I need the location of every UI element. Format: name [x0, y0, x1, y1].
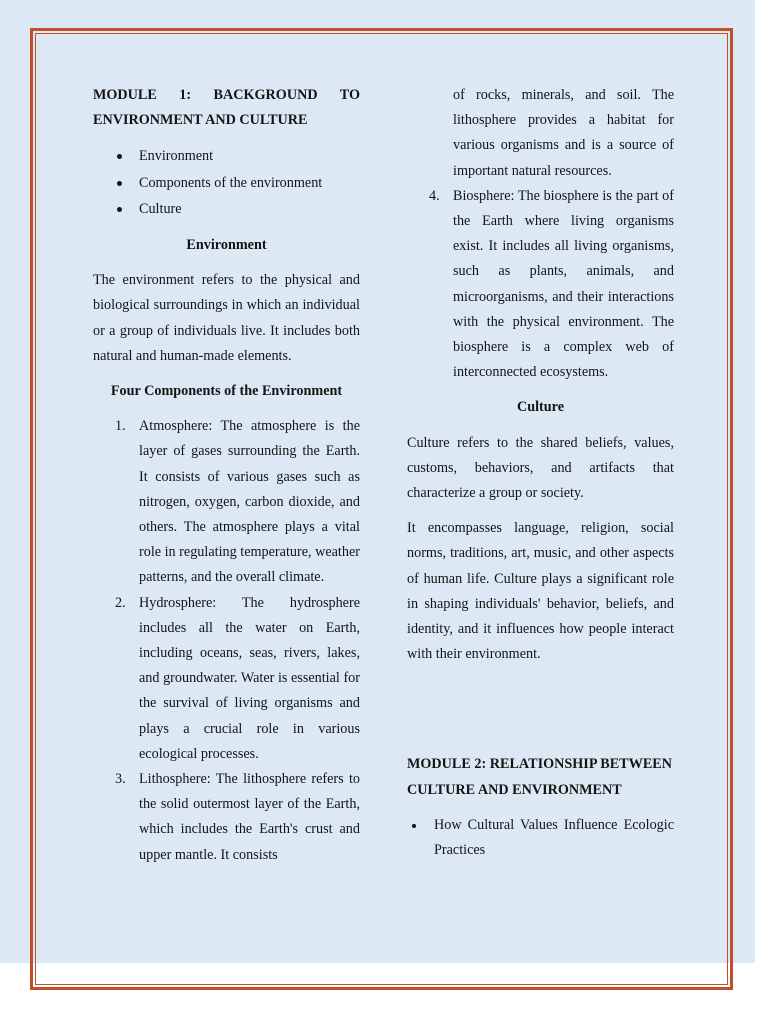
list-text: Lithosphere: The lithosphere refers to the solid outermost layer of the Earth, which includes the Earth's crust and upper mantle. It consists [139, 770, 360, 863]
list-text: How Cultural Values Influence Ecologic Practices [434, 816, 674, 859]
list-item [93, 414, 360, 590]
culture-paragraph-2: It encompasses language, religion, social norms, traditions, art, music, and other aspects of human life. Culture plays a significant role in shaping individuals' behavior, beliefs, and identity, and it influences how people interact with their environment. [407, 520, 674, 663]
module1-title: MODULE 1: BACKGROUND TO ENVIRONMENT AND CULTURE [93, 87, 360, 129]
list-item: Components of the environment [93, 170, 360, 197]
list-number: 2. [115, 594, 126, 611]
environment-heading: Environment [186, 236, 267, 253]
list-number: 4. [429, 187, 440, 204]
right-column [407, 83, 674, 863]
list-item [407, 813, 674, 863]
culture-heading: Culture [516, 399, 565, 416]
components-list [93, 414, 360, 868]
module1-topic-list [93, 143, 360, 223]
list-number: 3. [115, 770, 126, 787]
list-item: Environment [93, 143, 360, 170]
list-item: Culture [93, 196, 360, 223]
module2-title: MODULE 2: RELATIONSHIP BETWEEN CULTURE AND ENVIRONMENT [407, 756, 673, 798]
list-text: Biosphere: The biosphere is the part of the Earth where living organisms exist. It includes all living organisms, such as plants, animals, and microorganisms, and their interactions with the physical environment. The biosphere is a complex web of interconnected ecosystems. [453, 187, 674, 381]
list-number: 1. [115, 418, 126, 435]
bullet-icon [412, 824, 416, 828]
left-column [93, 83, 360, 868]
list-item [93, 767, 360, 868]
list-text: Atmosphere: The atmosphere is the layer of gases surrounding the Earth. It consists of various gases such as nitrogen, oxygen, carbon dioxide, and others. The atmosphere plays a vital role in regulating temperature, weather patterns, and the overall climate. [139, 418, 360, 586]
list-item [407, 184, 674, 386]
environment-paragraph: The environment refers to the physical and biological surroundings in which an individual or a group of individuals live. It includes both natural and human-made elements. [93, 272, 360, 364]
list-text: Hydrosphere: The hydrosphere includes all the water on Earth, including oceans, seas, rivers, lakes, and groundwater. Water is essential for the survival of living organisms and plays a crucial role in various ecological processes. [139, 594, 360, 762]
lithosphere-continued: of rocks, minerals, and soil. The lithosphere provides a habitat for various organisms and is a source of important natural resources. [453, 87, 674, 179]
culture-paragraph-1: Culture refers to the shared beliefs, values, customs, behaviors, and artifacts that characterize a group or society. [407, 434, 674, 502]
components-heading: Four Components of the Environment [110, 382, 343, 399]
list-item [93, 591, 360, 767]
components-list-continued [407, 184, 674, 386]
